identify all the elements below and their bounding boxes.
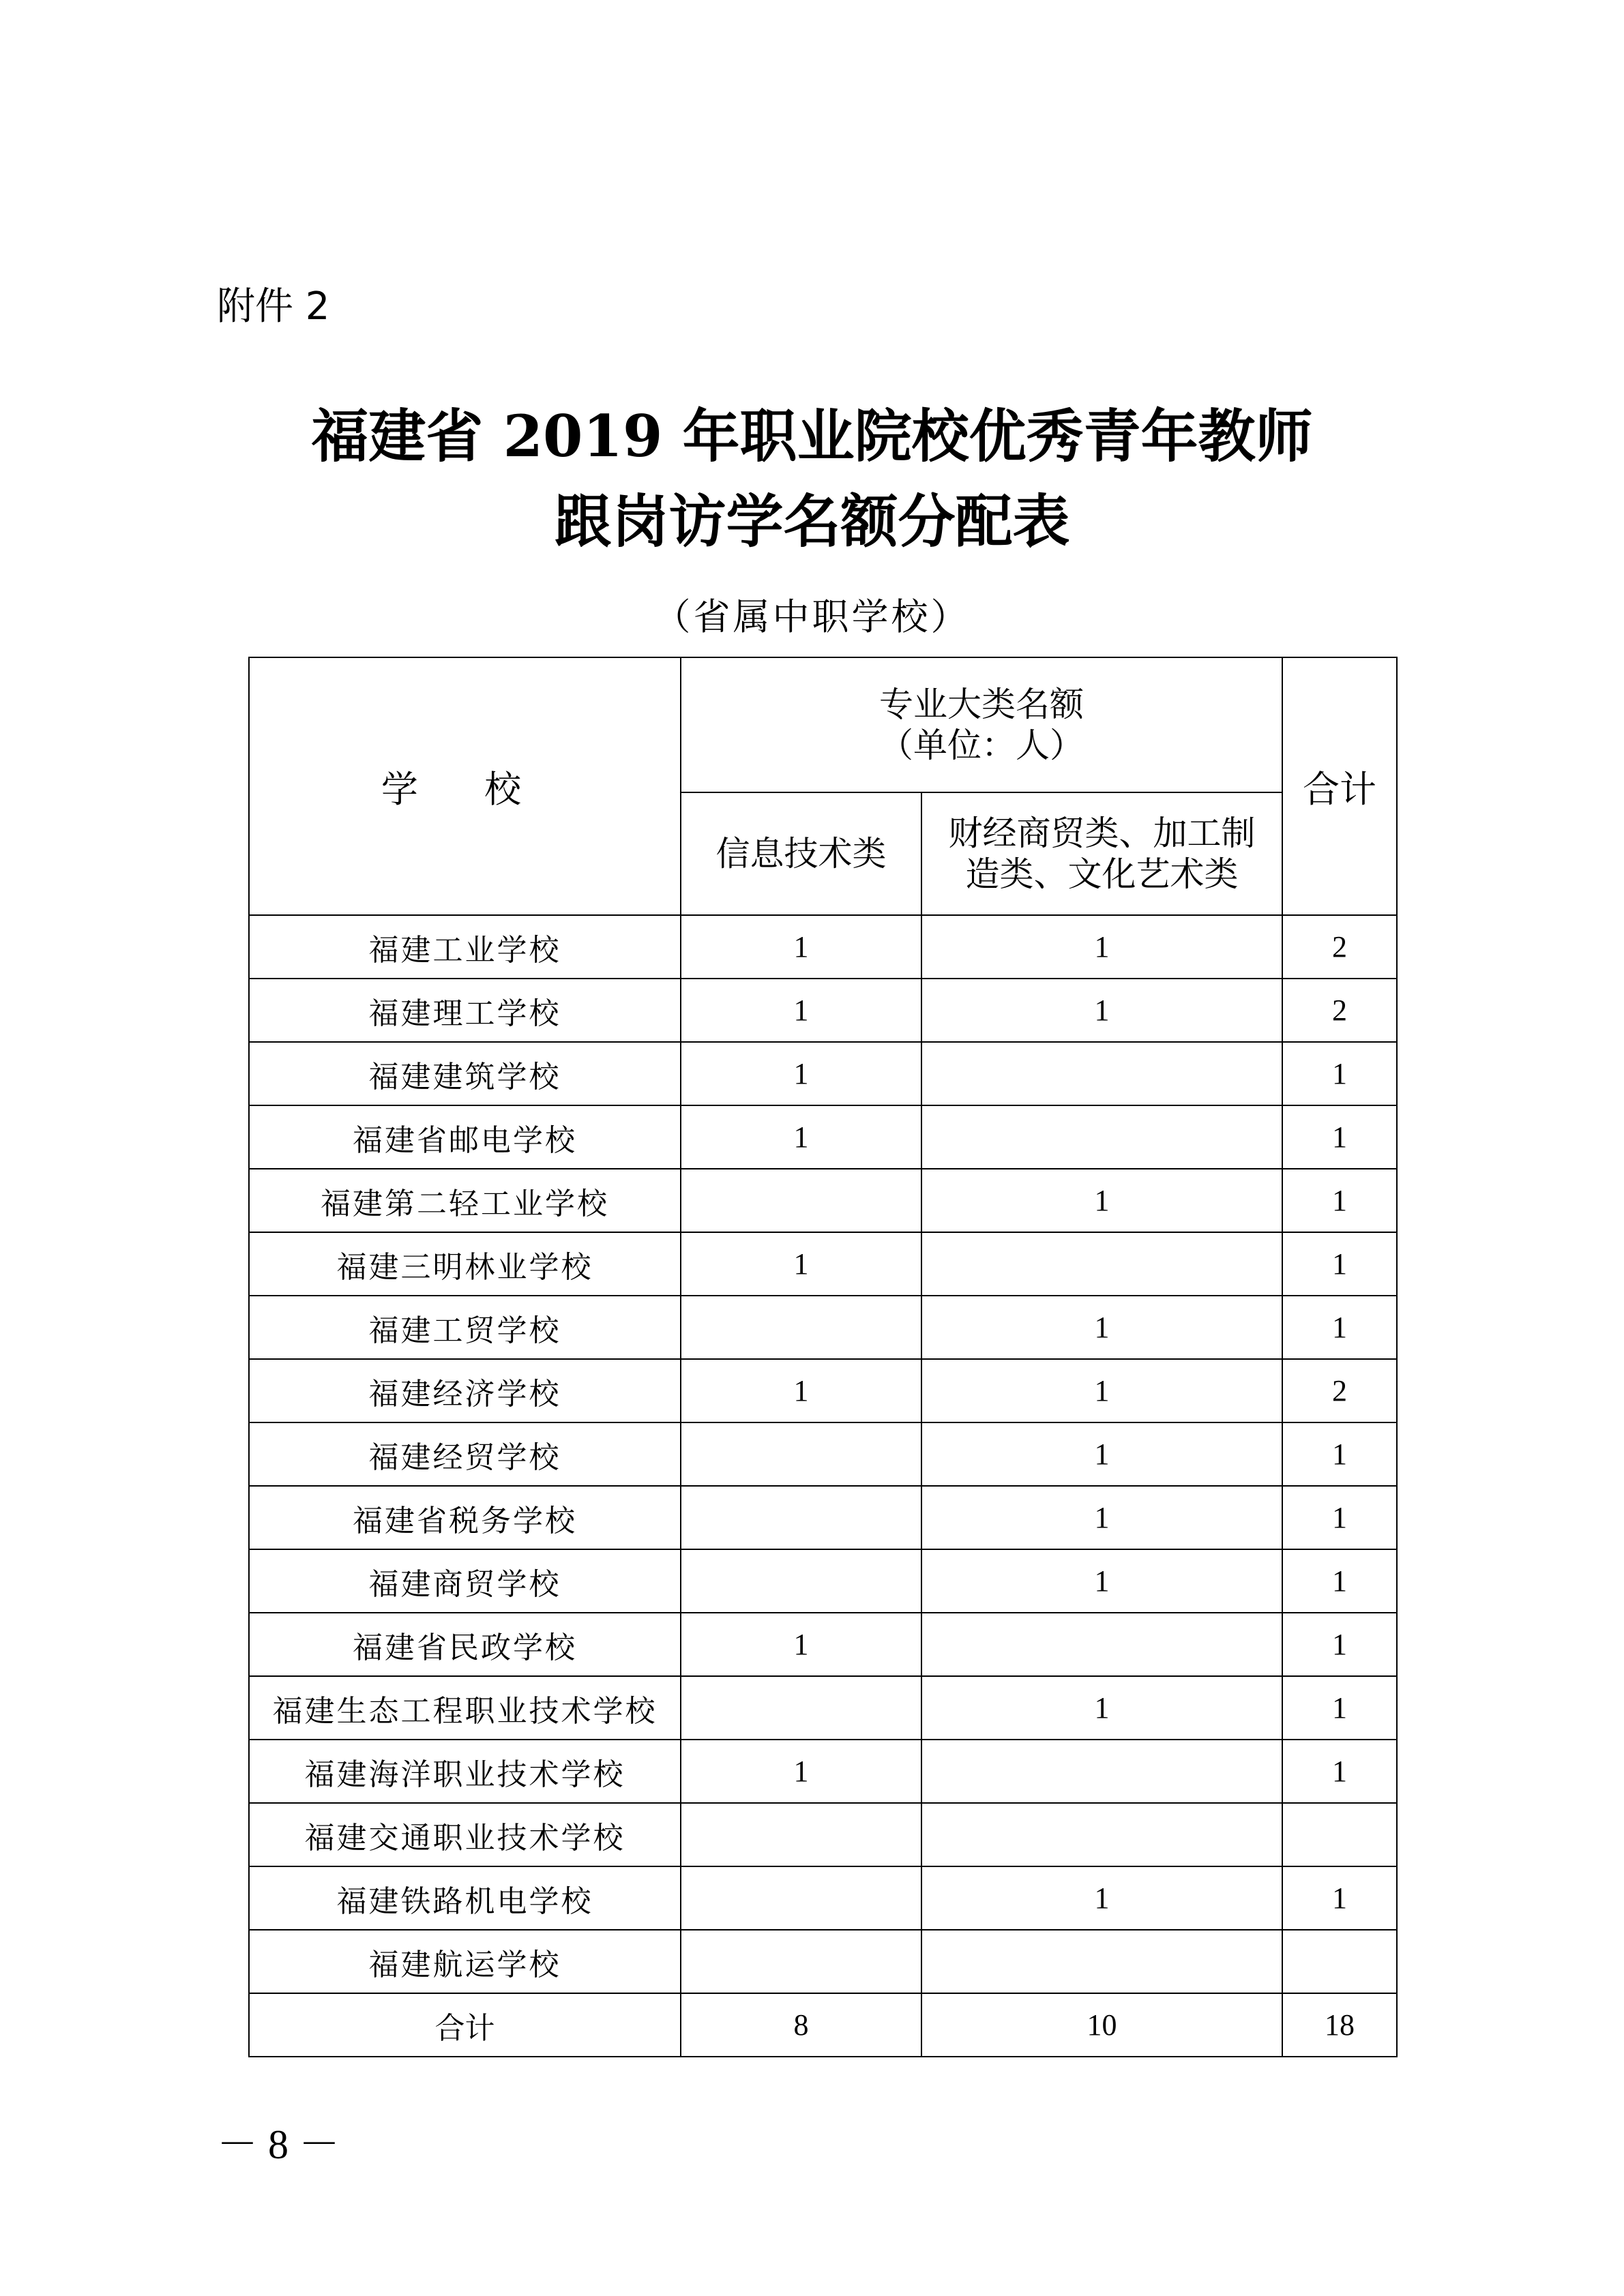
table-row [249,1740,1397,1803]
row-total-cell: 1 [1282,1169,1397,1232]
allocation-table [248,657,1398,2057]
finance-quota-cell: 1 [921,1549,1282,1613]
finance-quota-cell: 1 [921,1359,1282,1422]
row-total-cell: 1 [1282,1296,1397,1359]
school-name-cell: 福建航运学校 [249,1930,681,1993]
school-name-cell: 福建省民政学校 [249,1613,681,1676]
finance-quota-cell: 1 [921,1486,1282,1549]
table-row [249,1613,1397,1676]
row-total-cell: 1 [1282,1042,1397,1105]
it-quota-cell [681,1803,921,1866]
row-total-cell: 1 [1282,1105,1397,1169]
it-quota-cell: 1 [681,1359,921,1422]
row-total-cell: 1 [1282,1232,1397,1296]
header-total: 合计 [1282,657,1397,915]
finance-quota-cell: 1 [921,1169,1282,1232]
table-row [249,1359,1397,1422]
school-name-cell: 福建省税务学校 [249,1486,681,1549]
school-name-cell: 福建经济学校 [249,1359,681,1422]
it-quota-cell: 1 [681,1042,921,1105]
it-quota-cell [681,1422,921,1486]
table-row [249,1422,1397,1486]
table-row [249,1105,1397,1169]
header-major-quota-line-2: （单位：人） [879,726,1084,765]
it-quota-cell: 1 [681,1232,921,1296]
finance-quota-cell [921,1042,1282,1105]
finance-quota-cell [921,1803,1282,1866]
table-row [249,1676,1397,1740]
it-quota-cell [681,1676,921,1740]
school-name-cell: 福建海洋职业技术学校 [249,1740,681,1803]
table-row [249,1296,1397,1359]
table-body [249,915,1397,2057]
table-row [249,1866,1397,1930]
header-major-quota-line-1: 专业大类名额 [879,685,1084,724]
page-number: － 8 － [217,2122,340,2167]
document-title-line-1: 福建省 2019 年职业院校优秀青年教师 [311,402,1313,470]
finance-quota-cell: 1 [921,1422,1282,1486]
row-total-cell: 2 [1282,979,1397,1042]
it-quota-cell: 1 [681,1613,921,1676]
it-quota-cell: 1 [681,1740,921,1803]
header-finance-category-line-1: 财经商贸类、加工制 [948,814,1256,853]
school-name-cell: 福建工贸学校 [249,1296,681,1359]
header-it-category: 信息技术类 [681,792,921,915]
school-name-cell: 福建经贸学校 [249,1422,681,1486]
table-row [249,1930,1397,1993]
document-title-line-2: 跟岗访学名额分配表 [554,488,1070,555]
it-quota-cell [681,1486,921,1549]
finance-quota-cell: 1 [921,1296,1282,1359]
school-name-cell: 福建第二轻工业学校 [249,1169,681,1232]
finance-quota-cell: 1 [921,915,1282,979]
row-total-cell [1282,1930,1397,1993]
it-quota-cell [681,1930,921,1993]
it-quota-cell [681,1296,921,1359]
row-total-cell: 2 [1282,1359,1397,1422]
total-finance-cell: 10 [921,1993,1282,2057]
finance-quota-cell [921,1740,1282,1803]
row-total-cell: 2 [1282,915,1397,979]
school-name-cell: 福建商贸学校 [249,1549,681,1613]
row-total-cell: 1 [1282,1549,1397,1613]
row-total-cell: 1 [1282,1486,1397,1549]
finance-quota-cell [921,1105,1282,1169]
it-quota-cell: 1 [681,979,921,1042]
it-quota-cell: 1 [681,1105,921,1169]
header-finance-category-line-2: 造类、文化艺术类 [965,854,1239,894]
total-it-cell: 8 [681,1993,921,2057]
table-row [249,979,1397,1042]
school-name-cell: 福建铁路机电学校 [249,1866,681,1930]
table-row [249,1803,1397,1866]
school-name-cell: 福建工业学校 [249,915,681,979]
table-row [249,1169,1397,1232]
header-school: 学 校 [249,657,681,915]
table-row [249,915,1397,979]
school-name-cell: 福建三明林业学校 [249,1232,681,1296]
table-row [249,1486,1397,1549]
school-name-cell: 福建理工学校 [249,979,681,1042]
attachment-label: 附件 2 [217,284,330,329]
finance-quota-cell [921,1930,1282,1993]
row-total-cell: 1 [1282,1676,1397,1740]
school-name-cell: 福建建筑学校 [249,1042,681,1105]
header-major-quota [681,657,1282,792]
school-name-cell: 福建交通职业技术学校 [249,1803,681,1866]
table-row [249,1549,1397,1613]
grand-total-cell: 18 [1282,1993,1397,2057]
finance-quota-cell [921,1232,1282,1296]
row-total-cell [1282,1803,1397,1866]
row-total-cell: 1 [1282,1422,1397,1486]
finance-quota-cell: 1 [921,1676,1282,1740]
it-quota-cell [681,1169,921,1232]
table-row [249,1232,1397,1296]
it-quota-cell [681,1866,921,1930]
table-total-row [249,1993,1397,2057]
it-quota-cell [681,1549,921,1613]
header-finance-category [921,792,1282,915]
row-total-cell: 1 [1282,1613,1397,1676]
finance-quota-cell: 1 [921,1866,1282,1930]
row-total-cell: 1 [1282,1866,1397,1930]
document-subtitle: （省属中职学校） [653,595,971,638]
finance-quota-cell [921,1613,1282,1676]
school-name-cell: 福建生态工程职业技术学校 [249,1676,681,1740]
table-row [249,1042,1397,1105]
total-label-cell: 合计 [249,1993,681,2057]
finance-quota-cell: 1 [921,979,1282,1042]
it-quota-cell: 1 [681,915,921,979]
school-name-cell: 福建省邮电学校 [249,1105,681,1169]
row-total-cell: 1 [1282,1740,1397,1803]
